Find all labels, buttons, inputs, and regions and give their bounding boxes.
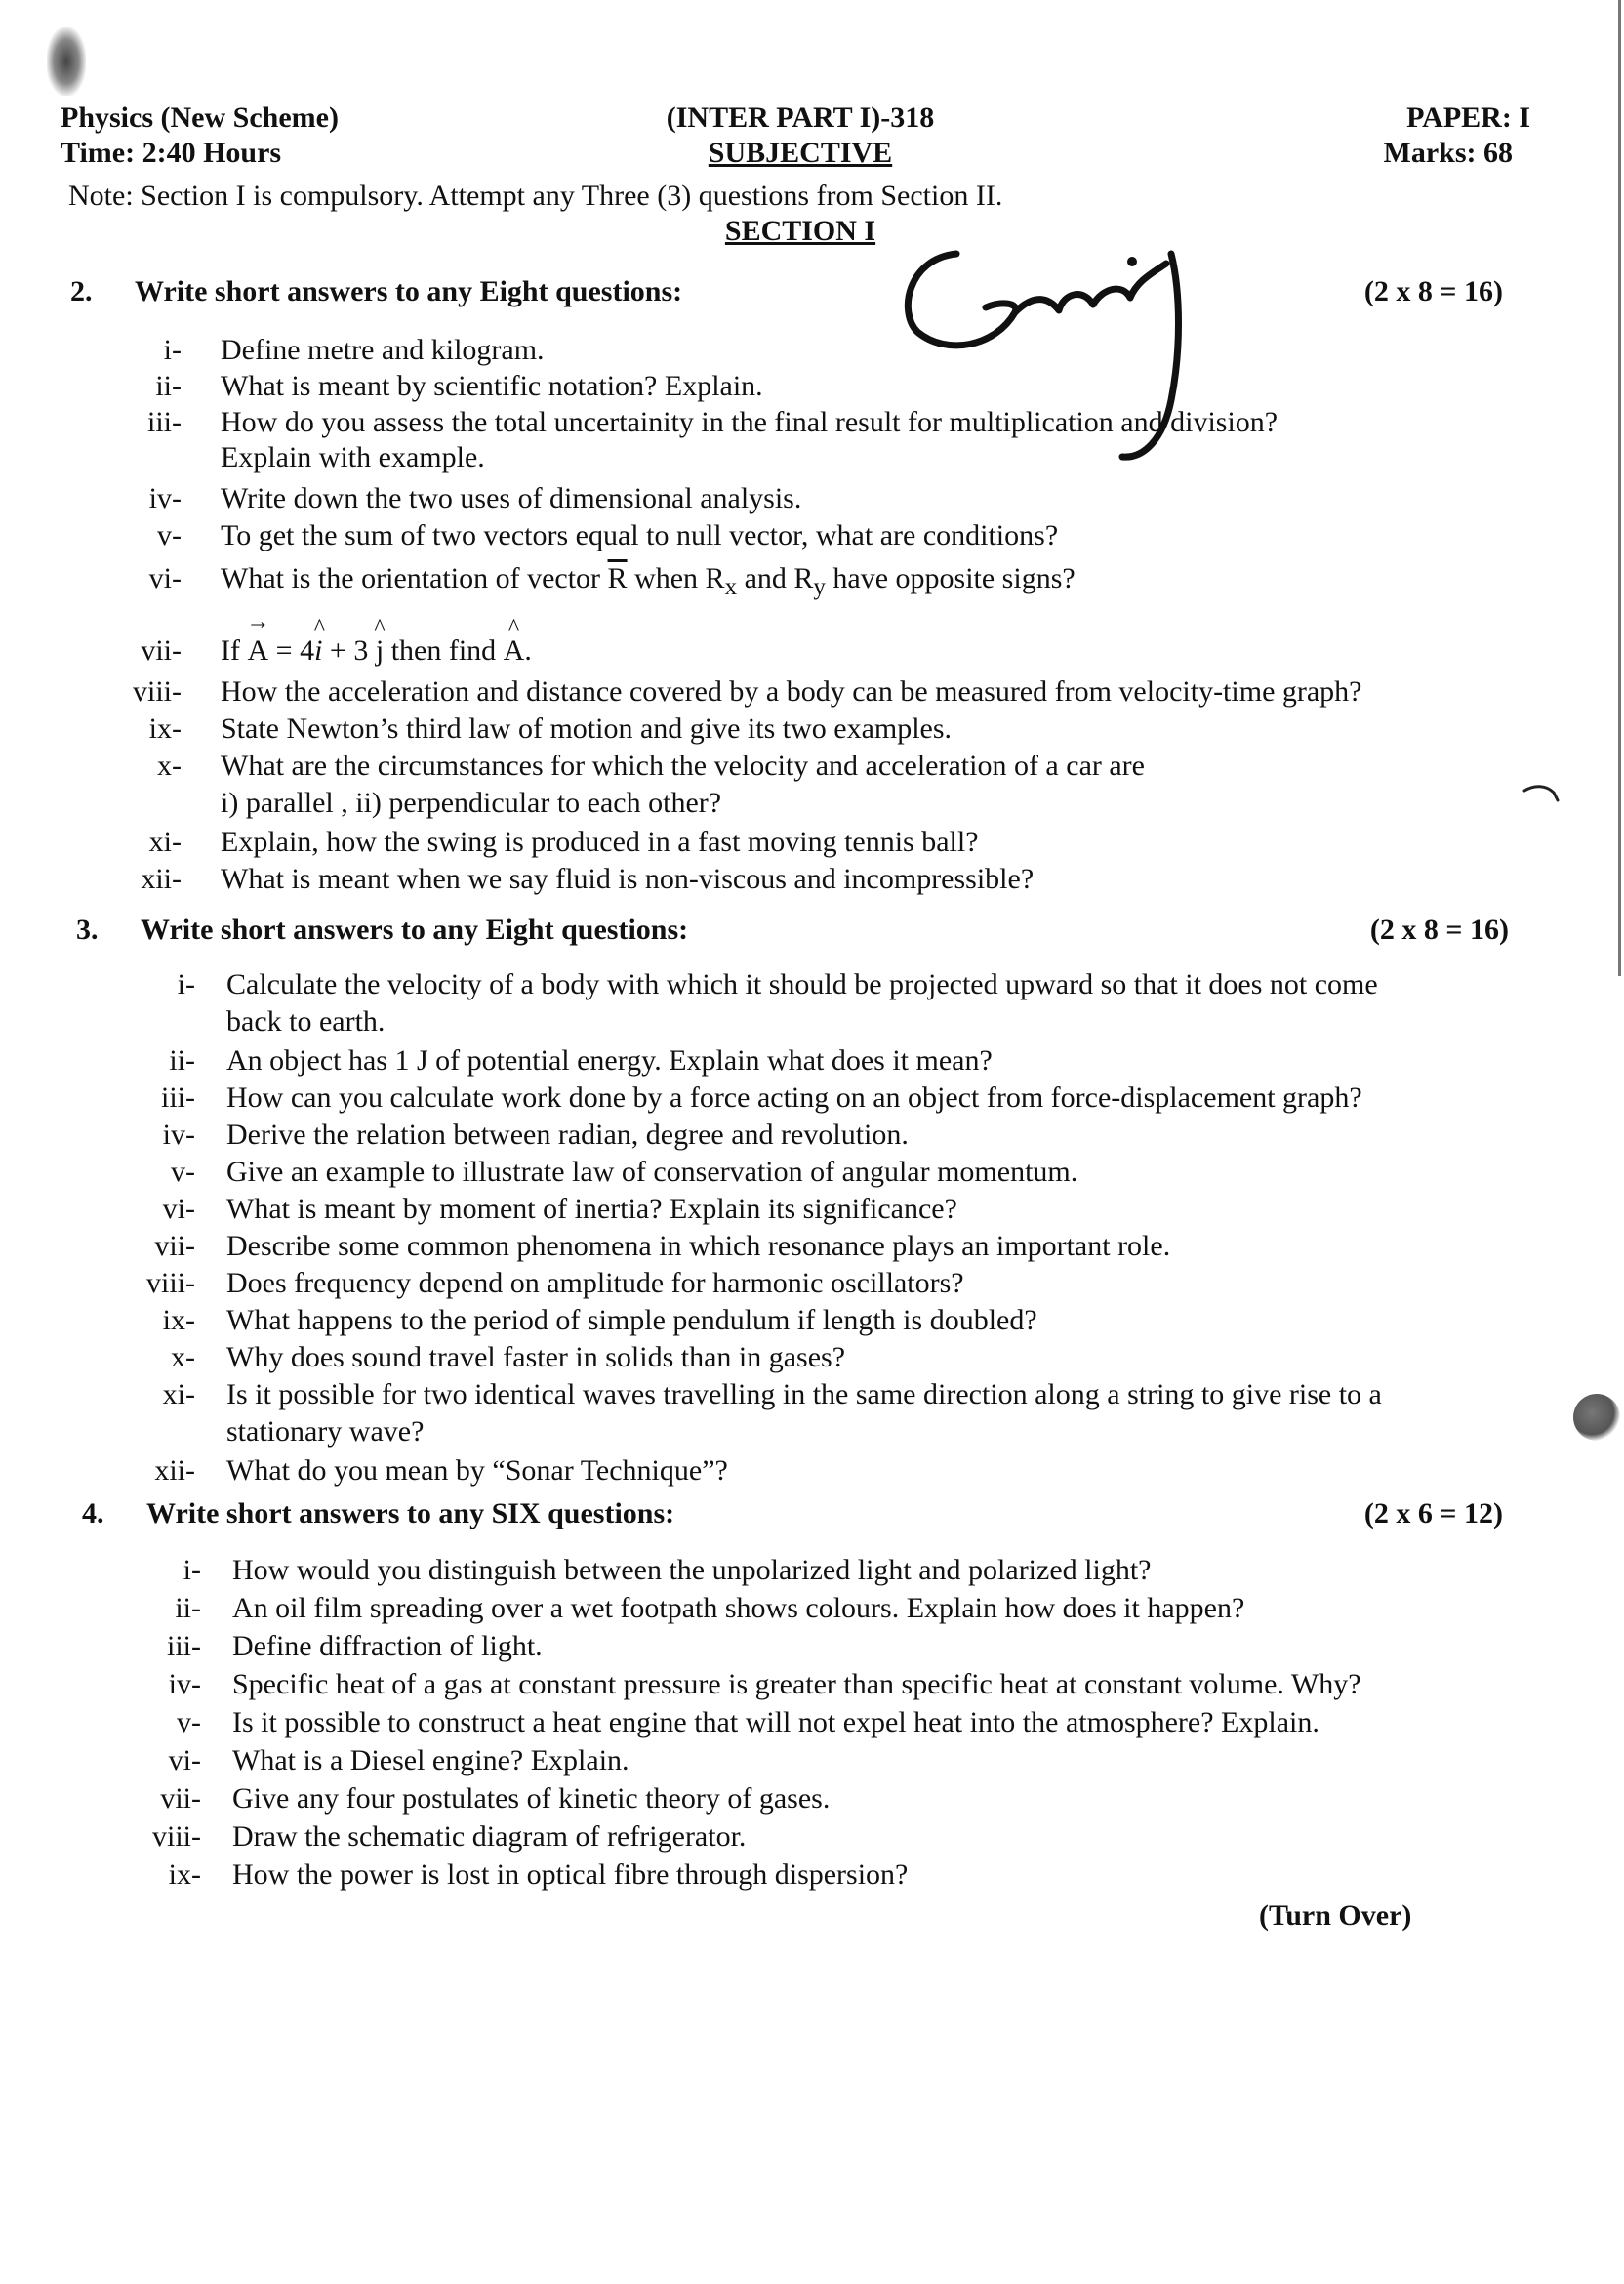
question-heading: Write short answers to any Eight questions:	[141, 914, 689, 946]
item-text: What do you mean by “Sonar Technique”?	[226, 1454, 728, 1487]
item-numeral: vi-	[148, 562, 182, 594]
item-numeral: viii-	[133, 675, 182, 708]
item-text-continued: Explain with example.	[221, 441, 485, 473]
item-numeral: vi-	[168, 1744, 201, 1776]
item-numeral: xi-	[162, 1378, 195, 1410]
item-text-part: and R	[737, 562, 814, 594]
item-text: Give any four postulates of kinetic theory of gases.	[232, 1782, 831, 1815]
instructions-note: Note: Section I is compulsory. Attempt any Three (3) questions from Section II.	[68, 180, 1003, 212]
item-numeral: vii-	[154, 1230, 195, 1262]
item-text-part: = 4	[268, 634, 315, 667]
item-numeral: x-	[171, 1341, 195, 1373]
subject-label: Physics (New Scheme)	[61, 102, 339, 134]
item-numeral: v-	[177, 1706, 201, 1738]
item-numeral: ii-	[175, 1592, 201, 1624]
subscript: y	[813, 574, 826, 600]
item-text: Explain, how the swing is produced in a fast moving tennis ball?	[221, 826, 979, 858]
vector-symbol: → A	[247, 632, 268, 670]
item-text: Draw the schematic diagram of refrigerator.	[232, 1820, 747, 1853]
question-marks: (2 x 8 = 16)	[1363, 275, 1503, 307]
item-text: Calculate the velocity of a body with which it should be projected upward so that it does not come	[226, 968, 1378, 1000]
item-numeral: iii-	[147, 406, 182, 438]
item-text: An oil film spreading over a wet footpath shows colours. Explain how does it happen?	[232, 1592, 1245, 1624]
item-text	[221, 560, 1076, 606]
item-numeral: iv-	[148, 482, 182, 514]
item-text: Give an example to illustrate law of conservation of angular momentum.	[226, 1156, 1078, 1188]
item-text: Why does sound travel faster in solids than in gases?	[226, 1341, 846, 1373]
question-marks: (2 x 8 = 16)	[1369, 914, 1509, 946]
scan-edge-right	[1618, 0, 1621, 976]
item-text-continued: i) parallel , ii) perpendicular to each other?	[221, 787, 722, 819]
item-text: Derive the relation between radian, degree and revolution.	[226, 1119, 909, 1151]
item-numeral: ix-	[162, 1304, 195, 1336]
item-numeral: i-	[183, 1554, 201, 1586]
item-numeral: v-	[157, 519, 182, 551]
item-numeral: iv-	[162, 1119, 195, 1151]
item-text-part: when R	[627, 562, 725, 594]
unit-vector: ^ j	[376, 632, 384, 670]
item-text: What is meant by scientific notation? Explain.	[221, 370, 763, 402]
turn-over-note: (Turn Over)	[1259, 1899, 1412, 1932]
item-text-part: .	[524, 634, 532, 667]
question-heading: Write short answers to any SIX questions:	[146, 1497, 675, 1529]
vector-symbol: $\overline{R}$	[607, 562, 628, 594]
item-text: How do you assess the total uncertainity in the final result for multiplication and division?	[221, 406, 1279, 438]
item-text: Does frequency depend on amplitude for harmonic oscillators?	[226, 1267, 964, 1299]
item-text: How can you calculate work done by a force acting on an object from force-displacement graph?	[226, 1081, 1362, 1114]
question-number: 2.	[70, 275, 93, 307]
item-text: What is meant by moment of inertia? Explain its significance?	[226, 1193, 957, 1225]
item-text-continued: back to earth.	[226, 1005, 386, 1038]
marks-total: Marks: 68	[1383, 137, 1513, 169]
item-text: Write down the two uses of dimensional analysis.	[221, 482, 802, 514]
item-text: Describe some common phenomena in which resonance plays an important role.	[226, 1230, 1171, 1262]
time-label: Time: 2:40 Hours	[61, 137, 282, 169]
question-2-header	[0, 275, 1624, 314]
item-text-part: have opposite signs?	[825, 562, 1076, 594]
item-numeral: xii-	[141, 863, 182, 895]
item-numeral: ix-	[168, 1858, 201, 1891]
exam-code: (INTER PART I)-318	[666, 102, 935, 134]
item-text: An object has 1 J of potential energy. Explain what does it mean?	[226, 1044, 993, 1077]
item-numeral: i-	[163, 334, 182, 366]
item-text-part: What is the orientation of vector	[221, 562, 608, 594]
item-text: What happens to the period of simple pendulum if length is doubled?	[226, 1304, 1037, 1336]
item-text: What is meant when we say fluid is non-viscous and incompressible?	[221, 863, 1035, 895]
item-numeral: iii-	[161, 1081, 195, 1114]
item-text: Specific heat of a gas at constant pressure is greater than specific heat at constant volume. Why?	[232, 1668, 1361, 1700]
item-numeral: vi-	[162, 1193, 195, 1225]
question-marks: (2 x 6 = 12)	[1363, 1497, 1503, 1529]
item-text: Define diffraction of light.	[232, 1630, 543, 1662]
item-text-part: If	[221, 634, 248, 667]
item-text: What is a Diesel engine? Explain.	[232, 1744, 629, 1776]
item-text: Define metre and kilogram.	[221, 334, 545, 366]
item-text: Is it possible to construct a heat engine that will not expel heat into the atmosphere? Explain.	[232, 1706, 1320, 1738]
item-text: How the acceleration and distance covered by a body can be measured from velocity-time graph?	[221, 675, 1362, 708]
question-4-header	[0, 1497, 1624, 1536]
item-numeral: i-	[177, 968, 195, 1000]
scan-mark-right	[1573, 1394, 1620, 1441]
scan-mark-top-left	[47, 27, 86, 96]
item-numeral: xi-	[148, 826, 182, 858]
item-numeral: vii-	[141, 634, 182, 667]
item-numeral: viii-	[152, 1820, 201, 1853]
item-numeral: ii-	[169, 1044, 195, 1077]
item-text: To get the sum of two vectors equal to null vector, what are conditions?	[221, 519, 1059, 551]
question-number: 4.	[82, 1497, 104, 1529]
unit-vector: ^ i	[314, 632, 322, 670]
question-heading: Write short answers to any Eight questions:	[135, 275, 683, 307]
item-numeral: viii-	[146, 1267, 195, 1299]
paper-type: SUBJECTIVE	[708, 137, 893, 169]
item-text: How the power is lost in optical fibre through dispersion?	[232, 1858, 909, 1891]
item-numeral: x-	[157, 750, 182, 782]
item-text	[221, 632, 532, 670]
item-numeral: ii-	[155, 370, 182, 402]
item-numeral: vii-	[160, 1782, 201, 1815]
pen-mark	[1522, 781, 1562, 810]
unit-vector: ^ A	[504, 632, 525, 670]
item-text-continued: stationary wave?	[226, 1415, 425, 1448]
handwritten-signature	[888, 234, 1259, 488]
item-text: State Newton’s third law of motion and give its two examples.	[221, 713, 953, 745]
item-numeral: ix-	[148, 713, 182, 745]
item-numeral: xii-	[154, 1454, 195, 1487]
subscript: x	[724, 574, 738, 600]
item-text: Is it possible for two identical waves travelling in the same direction along a string to give rise to a	[226, 1378, 1382, 1410]
question-3-header	[0, 914, 1624, 953]
item-text: What are the circumstances for which the velocity and acceleration of a car are	[221, 750, 1145, 782]
item-text: How would you distinguish between the unpolarized light and polarized light?	[232, 1554, 1152, 1586]
item-numeral: iv-	[168, 1668, 201, 1700]
section-title: SECTION I	[724, 215, 876, 247]
item-text-part: then find	[384, 634, 504, 667]
item-numeral: v-	[171, 1156, 195, 1188]
paper-number: PAPER: I	[1406, 102, 1530, 134]
question-number: 3.	[76, 914, 99, 946]
item-text-part: + 3	[322, 634, 376, 667]
item-numeral: iii-	[167, 1630, 201, 1662]
